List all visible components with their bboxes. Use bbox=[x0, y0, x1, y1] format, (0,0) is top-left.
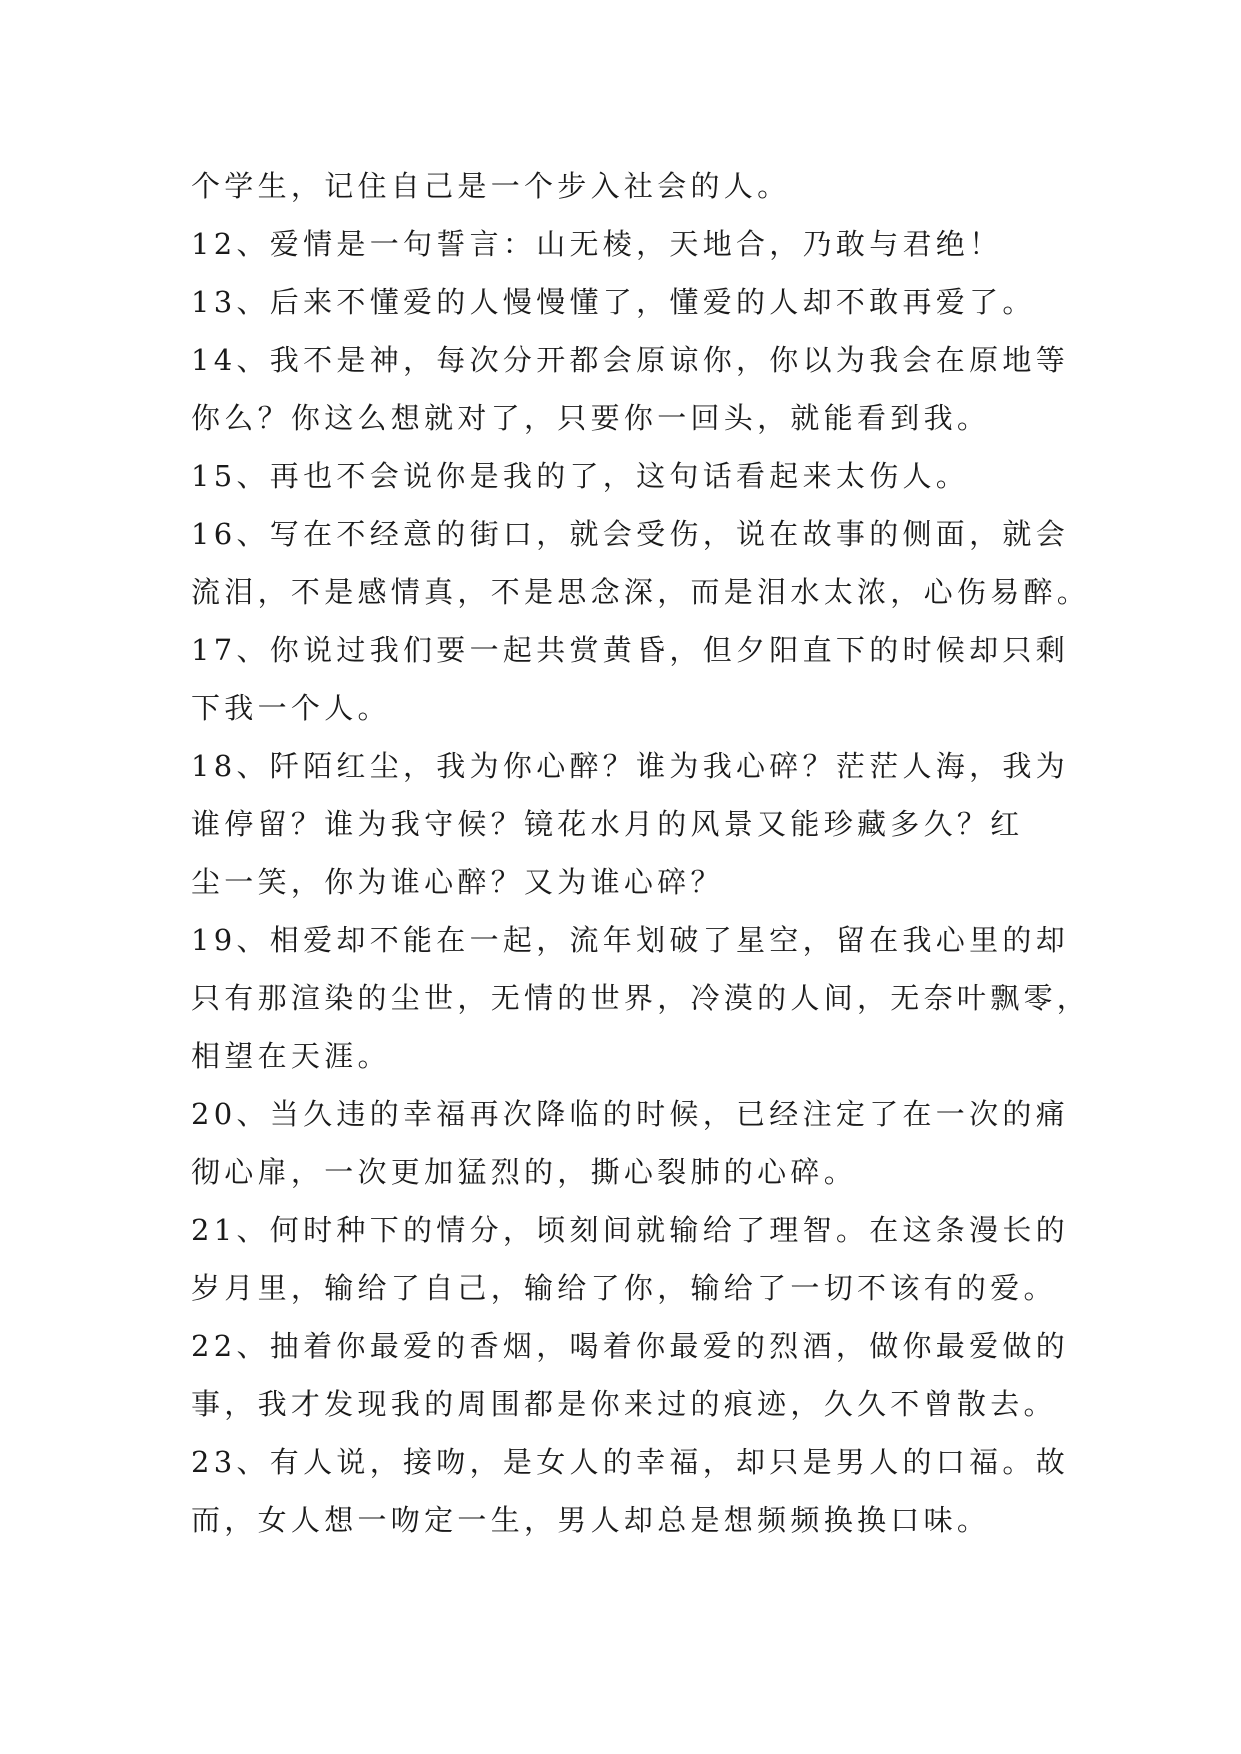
document-body bbox=[191, 157, 1091, 1549]
text-line: 谁停留？谁为我守候？镜花水月的风景又能珍藏多久？红 bbox=[191, 807, 1024, 841]
text-line: 23、有人说，接吻，是女人的幸福，却只是男人的口福。故 bbox=[191, 1445, 1070, 1479]
text-line: 16、写在不经意的街口，就会受伤，说在故事的侧面，就会 bbox=[191, 517, 1070, 551]
text-line: 彻心扉，一次更加猛烈的，撕心裂肺的心碎。 bbox=[191, 1155, 858, 1189]
text-line: 17、你说过我们要一起共赏黄昏，但夕阳直下的时候却只剩 bbox=[191, 633, 1070, 667]
text-line: 事，我才发现我的周围都是你来过的痕迹，久久不曾散去。 bbox=[191, 1387, 1057, 1421]
text-line: 13、后来不懂爱的人慢慢懂了，懂爱的人却不敢再爱了。 bbox=[191, 285, 1036, 319]
text-line: 22、抽着你最爱的香烟，喝着你最爱的烈酒，做你最爱做的 bbox=[191, 1329, 1070, 1363]
text-line: 流泪，不是感情真，不是思念深，而是泪水太浓，心伤易醉。 bbox=[191, 575, 1091, 609]
text-line: 个学生，记住自己是一个步入社会的人。 bbox=[191, 169, 791, 203]
text-line: 19、相爱却不能在一起，流年划破了星空，留在我心里的却 bbox=[191, 923, 1070, 957]
text-line: 15、再也不会说你是我的了，这句话看起来太伤人。 bbox=[191, 459, 970, 493]
text-line: 12、爱情是一句誓言：山无棱，天地合，乃敢与君绝！ bbox=[191, 227, 1003, 261]
text-line: 尘一笑，你为谁心醉？又为谁心碎？ bbox=[191, 865, 724, 899]
text-line: 21、何时种下的情分，顷刻间就输给了理智。在这条漫长的 bbox=[191, 1213, 1070, 1247]
text-line: 只有那渲染的尘世，无情的世界，冷漠的人间，无奈叶飘零， bbox=[191, 981, 1091, 1015]
text-line: 20、当久违的幸福再次降临的时候，已经注定了在一次的痛 bbox=[191, 1097, 1070, 1131]
text-line: 岁月里，输给了自己，输给了你，输给了一切不该有的爱。 bbox=[191, 1271, 1057, 1305]
text-line: 下我一个人。 bbox=[191, 691, 391, 725]
text-line: 相望在天涯。 bbox=[191, 1039, 391, 1073]
text-line: 而，女人想一吻定一生，男人却总是想频频换换口味。 bbox=[191, 1503, 991, 1537]
text-line: 你么？你这么想就对了，只要你一回头，就能看到我。 bbox=[191, 401, 991, 435]
text-line: 14、我不是神，每次分开都会原谅你，你以为我会在原地等 bbox=[191, 343, 1070, 377]
text-line: 18、阡陌红尘，我为你心醉？谁为我心碎？茫茫人海，我为 bbox=[191, 749, 1070, 783]
